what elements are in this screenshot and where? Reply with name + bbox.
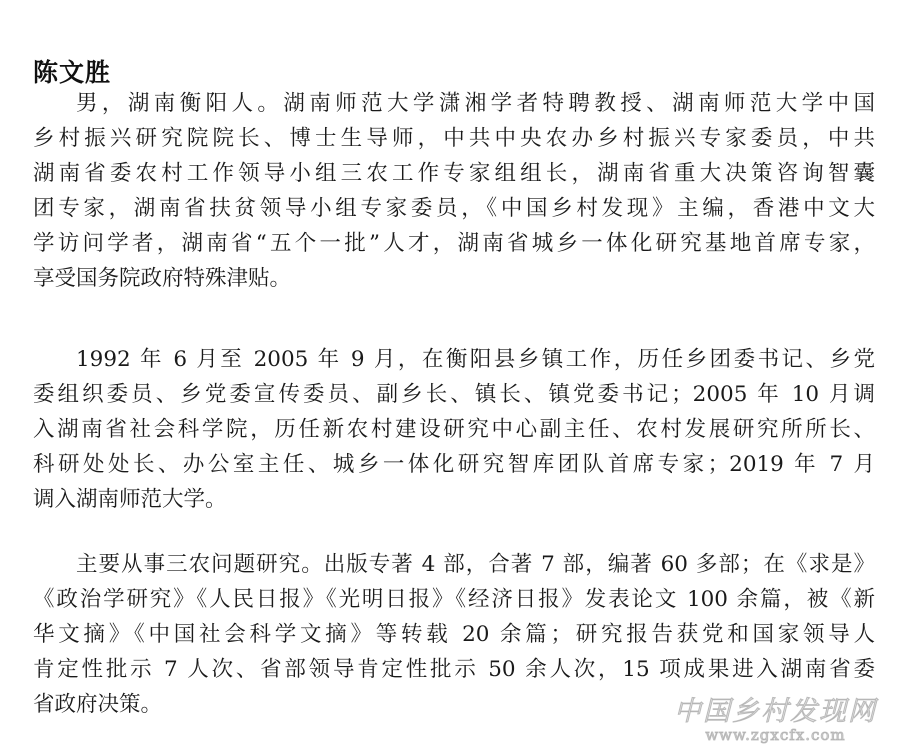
paragraph-line: 华文摘》《中国社会科学文摘》等转载 20 余篇；研究报告获党和国家领导人 (33, 622, 875, 647)
paragraph-line: 团专家，湖南省扶贫领导小组专家委员，《中国乡村发现》主编，香港中文大 (33, 196, 875, 221)
paragraph-biography (33, 86, 883, 296)
paragraph-line: 学访问学者，湖南省“五个一批”人才，湖南省城乡一体化研究基地首席专家， (33, 231, 875, 256)
paragraph-line: 入湖南省社会科学院，历任新农村建设研究中心副主任、农村发展研究所所长、 (33, 417, 875, 442)
paragraph-line: 调入湖南师范大学。 (33, 487, 227, 512)
watermark-url: www.zgxcfx.com (705, 726, 846, 744)
paragraph-line: 科研处处长、办公室主任、城乡一体化研究智库团队首席专家；2019 年 7 月 (33, 452, 875, 477)
paragraph-line: 委组织委员、乡党委宣传委员、副乡长、镇长、镇党委书记；2005 年 10 月调 (33, 382, 875, 407)
paragraph-career (33, 342, 883, 517)
person-name-heading: 陈文胜 (33, 58, 112, 87)
paragraph-line: 主要从事三农问题研究。出版专著 4 部，合著 7 部，编著 60 多部；在《求是》 (76, 552, 875, 577)
paragraph-line: 1992 年 6 月至 2005 年 9 月，在衡阳县乡镇工作，历任乡团委书记、乡党 (76, 347, 875, 372)
paragraph-line: 《政治学研究》《人民日报》《光明日报》《经济日报》发表论文 100 余篇，被《新 (33, 587, 875, 612)
paragraph-line: 乡村振兴研究院院长、博士生导师，中共中央农办乡村振兴专家委员，中共 (33, 126, 875, 151)
paragraph-line: 肯定性批示 7 人次、省部领导肯定性批示 50 余人次，15 项成果进入湖南省委 (33, 657, 875, 682)
paragraph-research (33, 547, 883, 722)
watermark-site-name: 中国乡村发现网 (674, 696, 877, 727)
paragraph-line: 湖南省委农村工作领导小组三农工作专家组组长，湖南省重大决策咨询智囊 (33, 161, 875, 186)
paragraph-line: 男，湖南衡阳人。湖南师范大学潇湘学者特聘教授、湖南师范大学中国 (76, 91, 875, 116)
paragraph-line: 省政府决策。 (33, 692, 163, 717)
paragraph-line: 享受国务院政府特殊津贴。 (33, 266, 292, 291)
